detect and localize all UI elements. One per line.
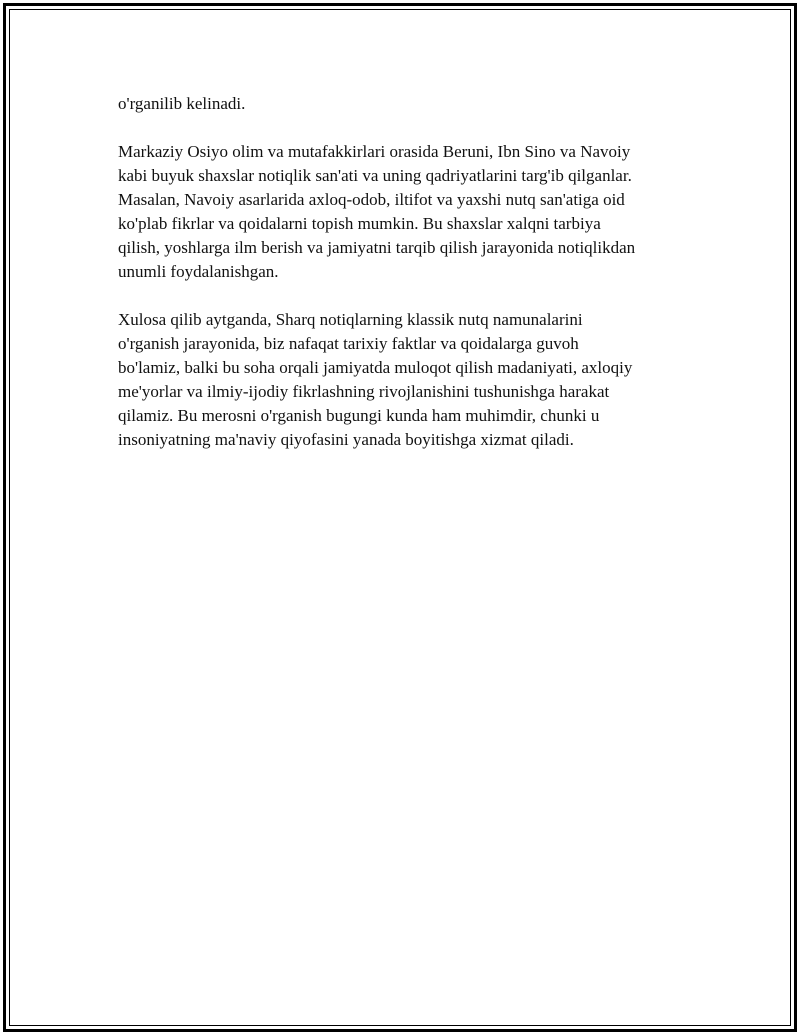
paragraph-line: qilamiz. Bu merosni o'rganish bugungi kunda ham muhimdir, chunki u — [118, 406, 600, 425]
paragraph-line: unumli foydalanishgan. — [118, 262, 279, 281]
paragraph-2 — [118, 140, 688, 284]
paragraph-line: kabi buyuk shaxslar notiqlik san'ati va uning qadriyatlarini targ'ib qilganlar. — [118, 166, 632, 185]
paragraph-line: o'rganish jarayonida, biz nafaqat tarixiy faktlar va qoidalarga guvoh — [118, 334, 579, 353]
paragraph-line: Markaziy Osiyo olim va mutafakkirlari orasida Beruni, Ibn Sino va Navoiy — [118, 142, 631, 161]
paragraph-line: ko'plab fikrlar va qoidalarni topish mumkin. Bu shaxslar xalqni tarbiya — [118, 214, 601, 233]
paragraph-line: o'rganilib kelinadi. — [118, 94, 246, 113]
paragraph-line: Xulosa qilib aytganda, Sharq notiqlarning klassik nutq namunalarini — [118, 310, 583, 329]
paragraph-line: Masalan, Navoiy asarlarida axloq-odob, iltifot va yaxshi nutq san'atiga oid — [118, 190, 625, 209]
paragraph-line: bo'lamiz, balki bu soha orqali jamiyatda muloqot qilish madaniyati, axloqiy — [118, 358, 633, 377]
paragraph-1 — [118, 92, 688, 116]
document-body — [118, 92, 688, 476]
paragraph-line: me'yorlar va ilmiy-ijodiy fikrlashning rivojlanishini tushunishga harakat — [118, 382, 610, 401]
paragraph-line: insoniyatning ma'naviy qiyofasini yanada boyitishga xizmat qiladi. — [118, 430, 574, 449]
paragraph-line: qilish, yoshlarga ilm berish va jamiyatni tarqib qilish jarayonida notiqlikdan — [118, 238, 636, 257]
paragraph-3 — [118, 308, 688, 452]
